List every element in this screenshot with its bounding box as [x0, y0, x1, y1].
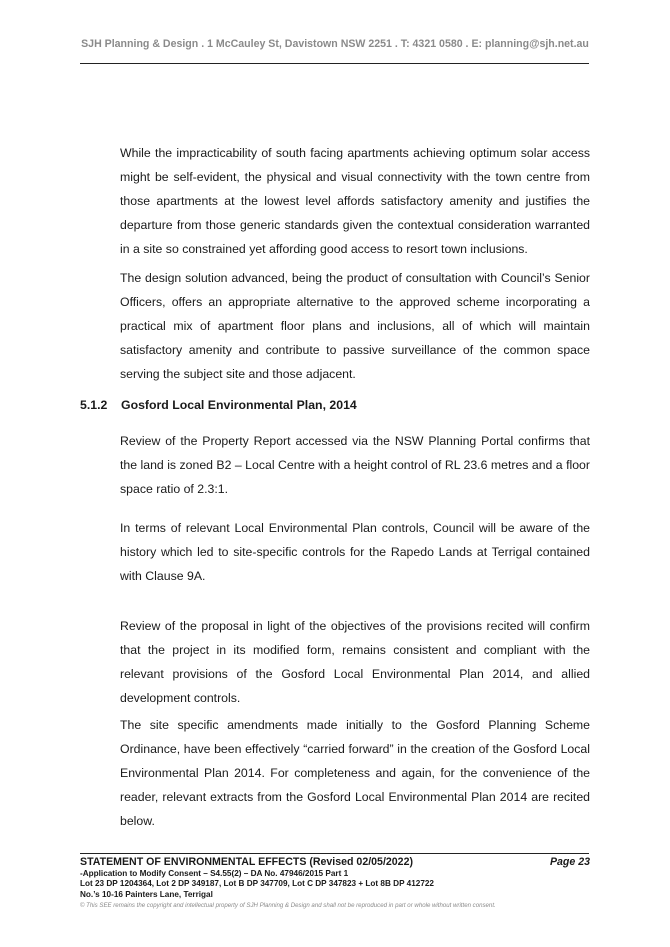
paragraph: The site specific amendments made initially to the Gosford Planning Scheme Ordinance, have been effectively “carried forward” in the creation of the Gosford Local Environmental Plan 2014. For completeness and again, for the convenience of the reader, relevant extracts from the Gosford Local Environmental Plan 2014 are recited below. — [120, 718, 590, 828]
paragraph: Review of the Property Report accessed via the NSW Planning Portal confirms that the land is zoned B2 – Local Centre with a height control of RL 23.6 metres and a floor space ratio of 2.3:1. — [120, 434, 590, 496]
paragraph: The design solution advanced, being the product of consultation with Council’s Senior Officers, offers an appropriate alternative to the approved scheme incorporating a practical mix of apartment floor plans and inclusions, all of which will maintain satisfactory amenity and contribute to passive surveillance of the common space serving the subject site and those adjacent. — [120, 271, 590, 381]
section-number: 5.1.2 — [80, 398, 108, 412]
page-header: SJH Planning & Design . 1 McCauley St, Davistown NSW 2251 . T: 4321 0580 . E: planning@sjh.net.au — [81, 38, 589, 50]
footer-divider — [80, 853, 589, 854]
paragraph: While the impracticability of south facing apartments achieving optimum solar access might be self-evident, the physical and visual connectivity with the town centre from those apartments at the lowest level affords satisfactory amenity and justifies the departure from those generic standards given the contextual consideration warranted in a site so constrained yet affording good access to resort town inclusions. — [120, 146, 590, 256]
page-number: Page 23 — [549, 856, 590, 868]
paragraph: In terms of relevant Local Environmental Plan controls, Council will be aware of the history which led to site-specific controls for the Rapedo Lands at Terrigal contained with Clause 9A. — [120, 521, 590, 583]
section-title: Gosford Local Environmental Plan, 2014 — [121, 398, 357, 412]
page-footer — [80, 856, 590, 910]
application-reference: -Application to Modify Consent – S4.55(2) – DA No. 47946/2015 Part 1 — [80, 869, 349, 878]
paragraph: Review of the proposal in light of the objectives of the provisions recited will confirm that the project in its modified form, remains consistent and compliant with the relevant provisions of the Gosford Local Environmental Plan 2014, and allied development controls. — [120, 619, 590, 705]
footer-title-row — [80, 856, 590, 869]
copyright-notice: © This SEE remains the copyright and intellectual property of SJH Planning & Design and shall not be reproduced in part or whole without written consent. — [80, 901, 496, 909]
document-title: STATEMENT OF ENVIRONMENTAL EFFECTS (Revised 02/05/2022) — [80, 856, 413, 868]
site-address: No.’s 10-16 Painters Lane, Terrigal — [80, 889, 213, 899]
header-divider — [80, 63, 589, 64]
section-heading — [80, 398, 357, 412]
lot-description: Lot 23 DP 1204364, Lot 2 DP 349187, Lot B DP 347709, Lot C DP 347823 + Lot 8B DP 412722 — [80, 879, 434, 889]
